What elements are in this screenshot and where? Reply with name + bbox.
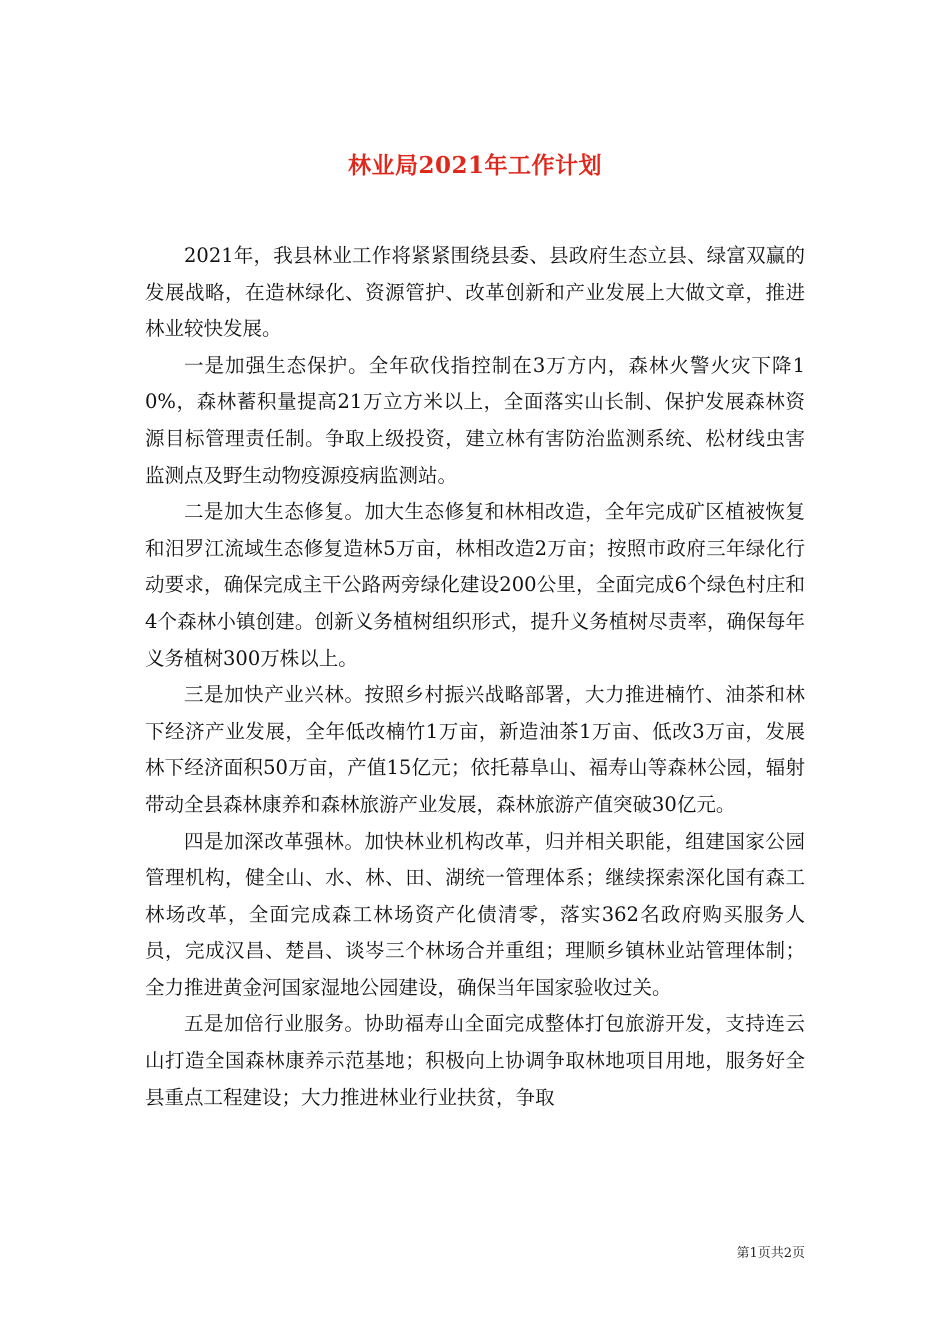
document-body [145,238,805,1116]
paragraph-reform: 四是加深改革强林。加快林业机构改革，归并相关职能，组建国家公园管理机构，健全山、水、林、田、湖统一管理体系；继续探索深化国有森工林场改革，全面完成森工林场资产化债清零，落实362名政府购买服务人员，完成汉昌、楚昌、谈岑三个林场合并重组；理顺乡镇林业站管理体制；全力推进黄金河国家湿地公园建设，确保当年国家验收过关。 [145,829,805,999]
paragraph-industry: 三是加快产业兴林。按照乡村振兴战略部署，大力推进楠竹、油茶和林下经济产业发展，全年低改楠竹1万亩，新造油茶1万亩、低改3万亩，发展林下经济面积50万亩，产值15亿元；依托幕阜山、福寿山等森林公园，辐射带动全县森林康养和森林旅游产业发展，森林旅游产值突破30亿元。 [145,683,805,816]
paragraph-service: 五是加倍行业服务。协助福寿山全面完成整体打包旅游开发，支持连云山打造全国森林康养示范基地；积极向上协调争取林地项目用地，服务好全县重点工程建设；大力推进林业行业扶贫，争取 [145,1012,805,1109]
paragraph-ecological-restoration: 二是加大生态修复。加大生态修复和林相改造，全年完成矿区植被恢复和汨罗江流域生态修复造林5万亩，林相改造2万亩；按照市政府三年绿化行动要求，确保完成主干公路两旁绿化建设200公里，全面完成6个绿色村庄和4个森林小镇创建。创新义务植树组织形式，提升义务植树尽责率，确保每年义务植树300万株以上。 [145,500,805,670]
page-number: 第1页共2页 [736,1246,805,1261]
paragraph-ecological-protection: 一是加强生态保护。全年砍伐指控制在3万方内，森林火警火灾下降10%，森林蓄积量提高21万立方米以上，全面落实山长制、保护发展森林资源目标管理责任制。争取上级投资，建立林有害防治监测系统、松材线虫害监测点及野生动物疫源疫病监测站。 [145,353,805,487]
paragraph-intro: 2021年，我县林业工作将紧紧围绕县委、县政府生态立县、绿富双赢的发展战略，在造林绿化、资源管护、改革创新和产业发展上大做文章，推进林业较快发展。 [145,244,805,341]
page-title: 林业局2021年工作计划 [347,152,602,180]
